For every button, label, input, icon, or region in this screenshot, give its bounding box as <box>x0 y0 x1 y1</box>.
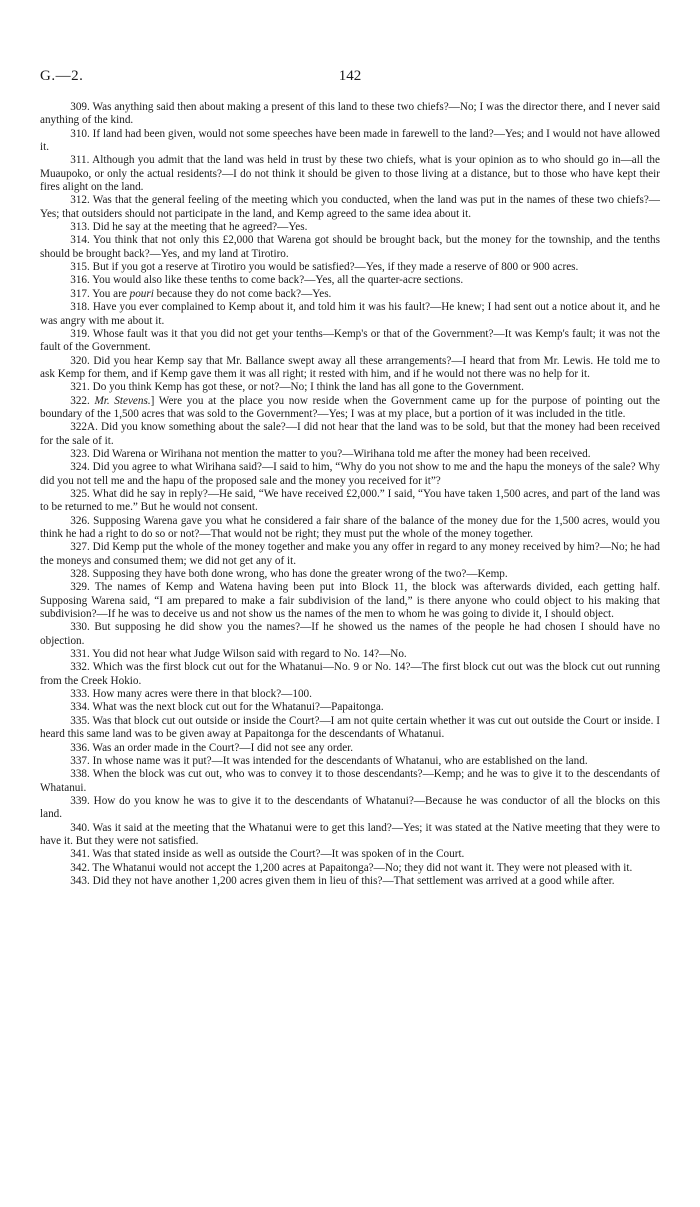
question-paragraph: 323. Did Warena or Wirihana not mention the matter to you?—Wirihana told me after the money had been received. <box>70 447 591 460</box>
question-paragraph: 322. Mr. Stevens.] Were you at the place you now reside when the Government came up for the purpose of pointing out the boundary of the 1,500 acres that was sold to the Government?—Yes; I was at my place, but a portion of it was included in the title. <box>40 394 661 420</box>
page-number: 142 <box>338 68 362 84</box>
question-paragraph: 315. But if you got a reserve at Tirotiro you would be satisfied?—Yes, if they made a reserve of 800 or 900 acres. <box>70 261 579 274</box>
question-paragraph: 342. The Whatanui would not accept the 1,200 acres at Papaitonga?—No; they did not want it. They were not pleased with it. <box>70 861 633 874</box>
question-paragraph: 318. Have you ever complained to Kemp about it, and told him it was his fault?—He knew; I had sent out a notice about it, and he was angry with me about it. <box>40 301 660 327</box>
question-paragraph: 324. Did you agree to what Wirihana said?—I said to him, “Why do you not show to me and the hapu the moneys of the sale? Why did you not tell me and the hapu of the proposed sale and the money you received for it”? <box>40 461 660 487</box>
question-paragraph: 310. If land had been given, would not some speeches have been made in farewell to the land?—Yes; and I would not have allowed it. <box>40 127 660 154</box>
question-paragraph: 335. Was that block cut out outside or inside the Court?—I am not quite certain whether it was cut out outside the Court or inside. I heard this same land was to be given away at Papaitonga for the descendants of Whatanui. <box>40 714 660 741</box>
question-paragraph: 343. Did they not have another 1,200 acres given them in lieu of this?—That settlement was arrived at a good while after. <box>70 874 615 887</box>
document-body <box>40 101 660 888</box>
question-paragraph: 319. Whose fault was it that you did not get your tenths—Kemp's or that of the Government?—It was Kemp's fault; it was not the fault of the Government. <box>40 327 660 354</box>
question-paragraph: 317. You are pouri because they do not come back?—Yes. <box>70 287 332 300</box>
question-paragraph: 339. How do you know he was to give it to the descendants of Whatanui?—Because he was conductor of all the blocks on this land. <box>40 794 660 821</box>
question-paragraph: 311. Although you admit that the land was held in trust by these two chiefs, what is your opinion as to who should go in—all the Muaupoko, or only the actual residents?—I do not think it should be given to those living at a distance, but to those who have kept their fires alight on the land. <box>40 154 660 194</box>
question-paragraph: 337. In whose name was it put?—It was intended for the descendants of Whatanui, who are established on the land. <box>70 754 588 767</box>
question-paragraph: 321. Do you think Kemp has got these, or not?—No; I think the land has all gone to the Government. <box>70 381 524 394</box>
question-paragraph: 329. The names of Kemp and Watena having been put into Block 11, the block was afterwards divided, each getting half. Supposing Warena said, “I am prepared to make a fair subdivision of the land,” is there anyone who could object to his making that subdivision?—If he was to deceive us and not show us the names of the men to whom he was going to divide it, I should object. <box>40 581 660 621</box>
question-paragraph: 313. Did he say at the meeting that he agreed?—Yes. <box>70 221 308 234</box>
question-paragraph: 333. How many acres were there in that block?—100. <box>70 688 312 701</box>
question-paragraph: 325. What did he say in reply?—He said, “We have received £2,000.” I said, “You have taken 1,500 acres, and part of the land was to be returned to me.” But he would not consent. <box>40 487 660 514</box>
question-paragraph: 341. Was that stated inside as well as outside the Court?—It was spoken of in the Court. <box>70 848 465 861</box>
question-paragraph: 328. Supposing they have both done wrong, who has done the greater wrong of the two?—Kemp. <box>70 568 508 581</box>
question-paragraph: 322A. Did you know something about the sale?—I did not hear that the land was to be sold, but that the money had been received for the sale of it. <box>40 421 660 447</box>
question-paragraph: 312. Was that the general feeling of the meeting which you conducted, when the land was put in the names of these two chiefs?—Yes; that outsiders should not participate in the land, and Kemp agreed to the same idea about it. <box>40 194 660 220</box>
question-paragraph: 314. You think that not only this £2,000 that Warena got should be brought back, but the money for the township, and the tenths should be brought back?—Yes, and my land at Tirotiro. <box>40 234 660 260</box>
question-paragraph: 320. Did you hear Kemp say that Mr. Ballance swept away all these arrangements?—I heard that from Mr. Lewis. He told me to ask Kemp for them, and if Kemp gave them it was all right; it rested with him, and if he would not there was no help for it. <box>40 354 660 380</box>
question-paragraph: 340. Was it said at the meeting that the Whatanui were to get this land?—Yes; it was stated at the Native meeting that they were to have it. But they were not satisfied. <box>40 821 660 847</box>
question-paragraph: 331. You did not hear what Judge Wilson said with regard to No. 14?—No. <box>70 648 407 661</box>
question-paragraph: 330. But supposing he did show you the names?—If he showed us the names of the people he had chosen I should have no objection. <box>40 621 660 647</box>
question-paragraph: 316. You would also like these tenths to come back?—Yes, all the quarter-acre sections. <box>70 274 464 287</box>
question-paragraph: 327. Did Kemp put the whole of the money together and make you any offer in regard to any money received by him?—No; he had the moneys and consumed them; we did not get any of it. <box>40 541 660 567</box>
question-paragraph: 338. When the block was cut out, who was to convey it to those descendants?—Kemp; and he was to give it to the descendants of Whatanui. <box>40 768 660 794</box>
question-paragraph: 326. Supposing Warena gave you what he considered a fair share of the balance of the money due for the 1,500 acres, would you think he had a right to do so or not?—That would not be right; they must put the whole of the money together. <box>40 514 660 540</box>
question-paragraph: 309. Was anything said then about making a present of this land to these two chiefs?—No; I was the director there, and I never said anything of the kind. <box>40 101 660 127</box>
question-paragraph: 334. What was the next block cut out for the Whatanui?—Papaitonga. <box>70 701 384 714</box>
question-paragraph: 336. Was an order made in the Court?—I did not see any order. <box>70 741 354 754</box>
question-paragraph: 332. Which was the first block cut out for the Whatanui—No. 9 or No. 14?—The first block cut out was the block cut out running from the Creek Hokio. <box>40 661 660 687</box>
document-reference: G.—2. <box>40 68 84 84</box>
